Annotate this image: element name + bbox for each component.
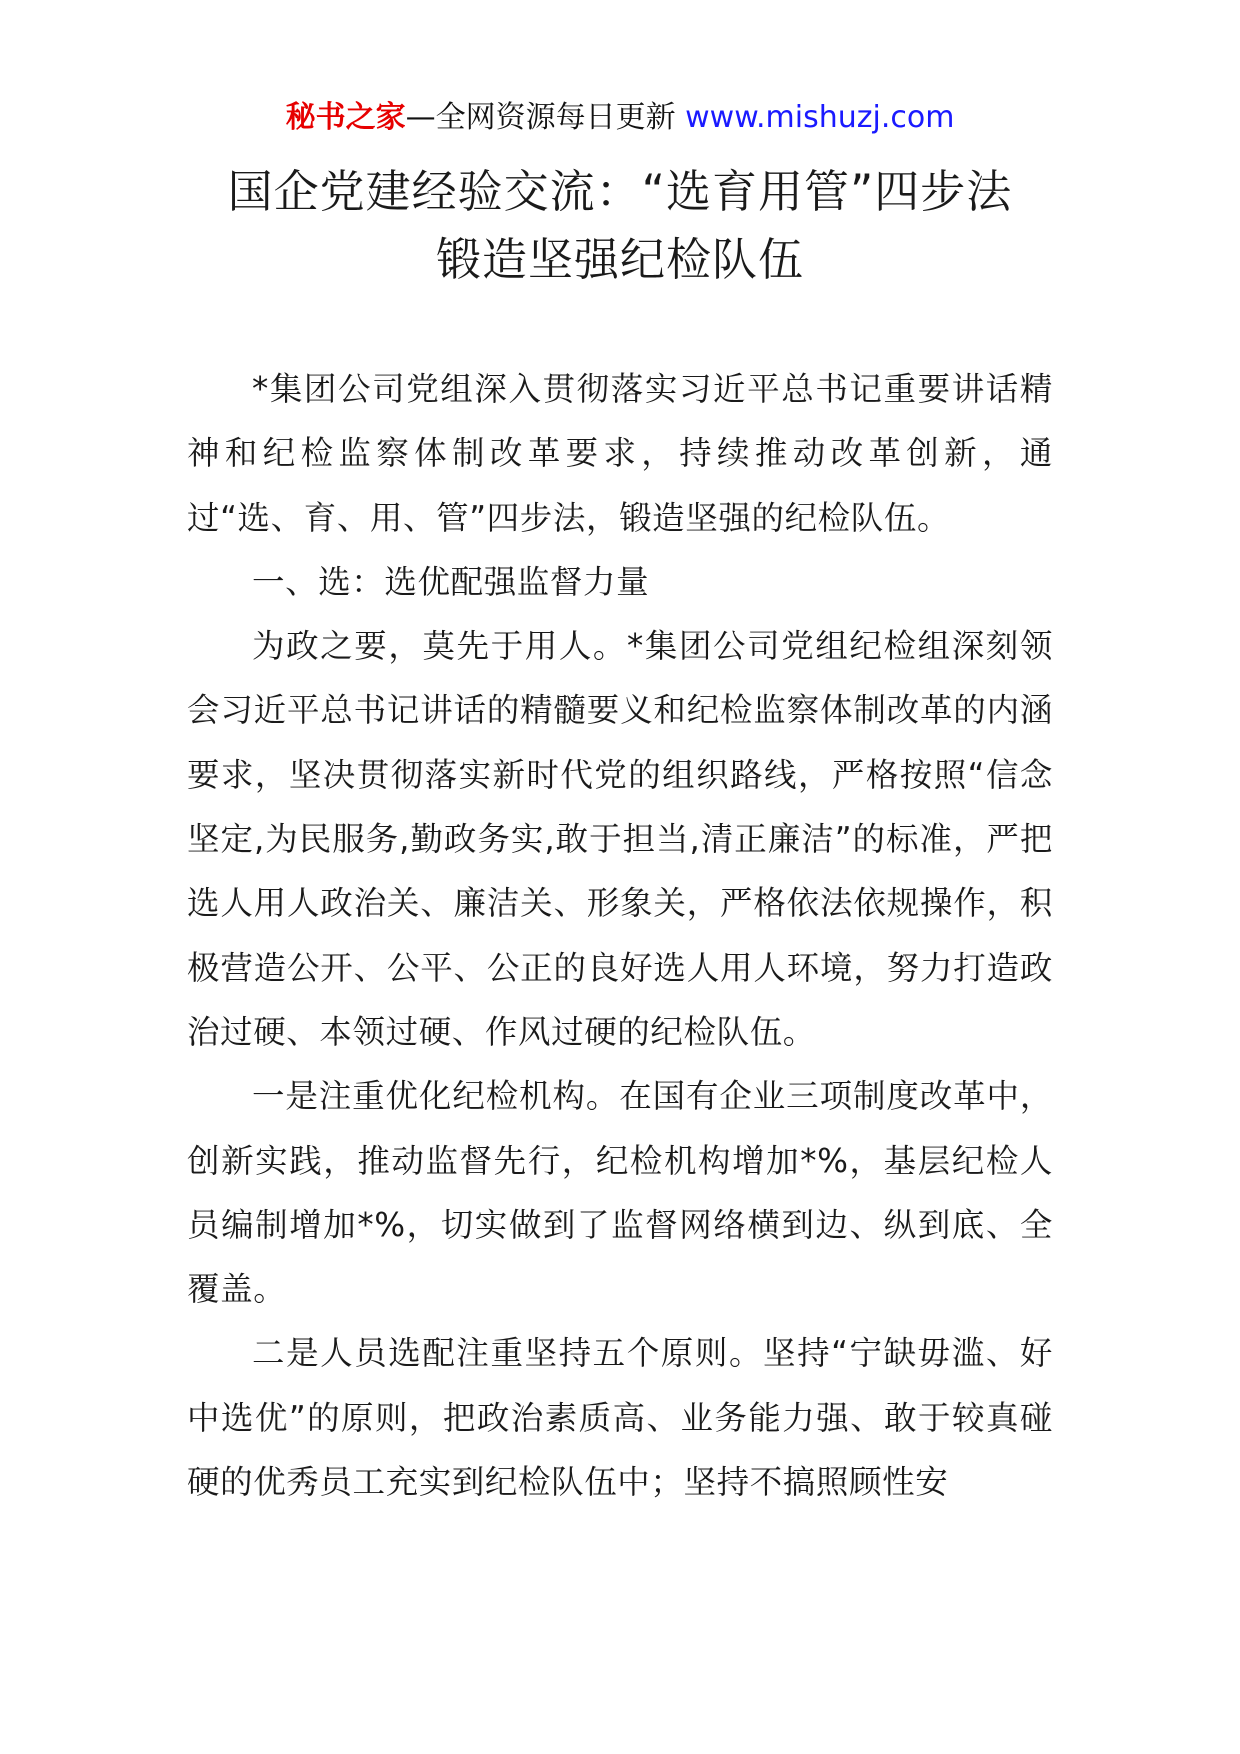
header-tagline: —全网资源每日更新: [405, 100, 686, 135]
document-body: [187, 357, 1053, 1514]
section-heading-select: 一、选：选优配强监督力量: [252, 562, 650, 601]
body-paragraph: 为政之要，莫先于用人。*集团公司党组纪检组深刻领会习近平总书记讲话的精髓要义和纪检监察体制改革的内涵要求，坚决贯彻落实新时代党的组织路线，严格按照“信念坚定,为民服务,勤政务实,敢于担当,清正廉洁”的标准，严把选人用人政治关、廉洁关、形象关，严格依法依规操作，积极营造公开、公平、公正的良好选人用人环境，努力打造政治过硬、本领过硬、作风过硬的纪检队伍。: [187, 627, 1053, 1051]
body-paragraph: 一是注重优化纪检机构。在国有企业三项制度改革中，创新实践，推动监督先行，纪检机构增加*%，基层纪检人员编制增加*%，切实做到了监督网络横到边、纵到底、全覆盖。: [187, 1077, 1053, 1309]
website-link[interactable]: www.mishuzj.com: [685, 100, 955, 135]
body-paragraph: 二是人员选配注重坚持五个原则。坚持“宁缺毋滥、好中选优”的原则，把政治素质高、业务能力强、敢于较真碰硬的优秀员工充实到纪检队伍中；坚持不搞照顾性安: [187, 1334, 1053, 1502]
document-title-line-1: 国企党建经验交流：“选育用管”四步法: [227, 165, 1013, 218]
brand-name: 秘书之家: [285, 100, 406, 135]
document-title-line-2: 锻造坚强纪检队伍: [435, 233, 804, 286]
intro-paragraph: *集团公司党组深入贯彻落实习近平总书记重要讲话精神和纪检监察体制改革要求，持续推动改革创新，通过“选、育、用、管”四步法，锻造坚强的纪检队伍。: [187, 370, 1053, 537]
source-header: [0, 98, 1240, 138]
